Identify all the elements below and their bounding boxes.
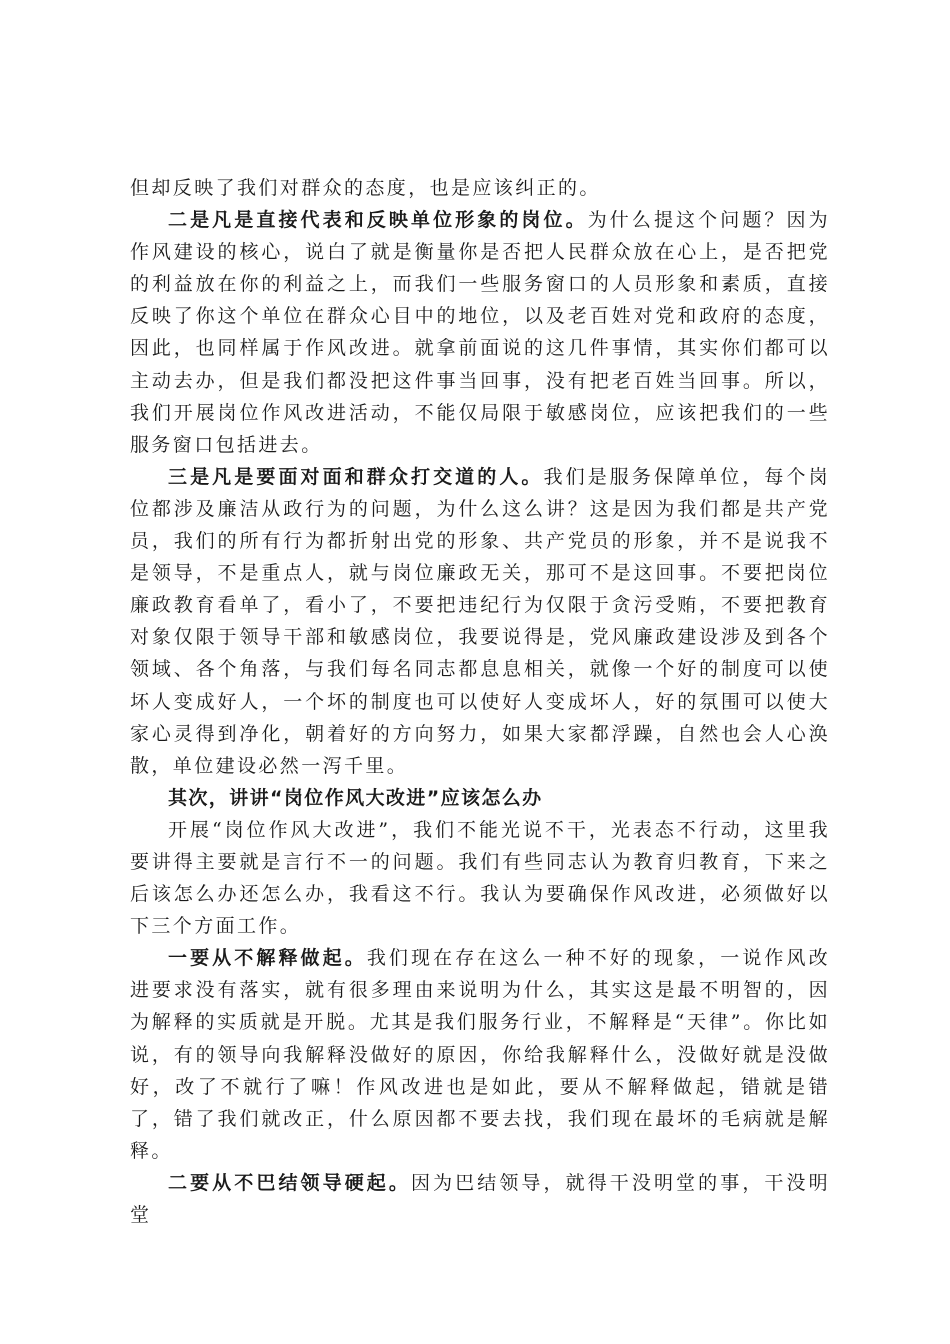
- section-heading: 其次，讲讲“岗位作风大改进”应该怎么办: [168, 786, 543, 809]
- paragraph-text: 我们现在存在这么一种不好的现象，一说作风改进要求没有落实，就有很多理由来说明为什么，其实这是最不明智的，因为解释的实质就是开脱。尤其是我们服务行业，不解释是“天律”。你比如说，有的领导向我解释没做好的原因，你给我解释什么，没做好就是没做好，改了不就行了嘛！作风改进也是如此，要从不解释做起，错就是错了，错了我们就改正，什么原因都不要去找，我们现在最坏的毛病就是解释。: [130, 947, 830, 1162]
- paragraph-text: 因为巴结领导，就得干没明堂的事，干没明堂: [130, 1171, 830, 1226]
- document-body: [130, 172, 830, 1231]
- paragraph-requirement-2: [130, 1167, 830, 1231]
- paragraph-point-3: [130, 461, 830, 782]
- paragraph-continuation: [130, 172, 830, 204]
- paragraph-lead: 二是凡是直接代表和反映单位形象的岗位。: [168, 209, 588, 232]
- paragraph-lead: 一要从不解释做起。: [168, 947, 367, 970]
- paragraph-text: 我们是服务保障单位，每个岗位都涉及廉洁从政行为的问题，为什么这么讲？这是因为我们都是共产党员，我们的所有行为都折射出党的形象、共产党员的形象，并不是说我不是领导，不是重点人，就与岗位廉政无关，那可不是这回事。不要把岗位廉政教育看单了，看小了，不要把违纪行为仅限于贪污受贿，不要把教育对象仅限于领导干部和敏感岗位，我要说得是，党风廉政建设涉及到各个领域、各个角落，与我们每名同志都息息相关，就像一个好的制度可以使坏人变成好人，一个坏的制度也可以使好人变成坏人，好的氛围可以使大家心灵得到净化，朝着好的方向努力，如果大家都浮躁，自然也会人心涣散，单位建设必然一泻千里。: [130, 465, 831, 777]
- paragraph-lead: 三是凡是要面对面和群众打交道的人。: [168, 465, 544, 488]
- paragraph-text: 为什么提这个问题？因为作风建设的核心，说白了就是衡量你是否把人民群众放在心上，是否把党的利益放在你的利益之上，而我们一些服务窗口的人员形象和素质，直接反映了你这个单位在群众心目中的地位，以及老百姓对党和政府的态度，因此，也同样属于作风改进。就拿前面说的这几件事情，其实你们都可以主动去办，但是我们都没把这件事当回事，没有把老百姓当回事。所以，我们开展岗位作风改进活动，不能仅局限于敏感岗位，应该把我们的一些服务窗口包括进去。: [130, 209, 830, 456]
- paragraph-requirement-1: [130, 942, 830, 1167]
- paragraph-text: 但却反映了我们对群众的态度，也是应该纠正的。: [130, 177, 601, 199]
- paragraph-point-2: [130, 204, 830, 461]
- paragraph-text: 开展“岗位作风大改进”，我们不能光说不干，光表态不行动，这里我要讲得主要就是言行不一的问题。我们有些同志认为教育归教育，下来之后该怎么办还怎么办，我看这不行。我认为要确保作风改进，必须做好以下三个方面工作。: [130, 818, 830, 938]
- paragraph-lead: 二要从不巴结领导硬起。: [168, 1171, 411, 1194]
- paragraph-intro: [130, 814, 830, 942]
